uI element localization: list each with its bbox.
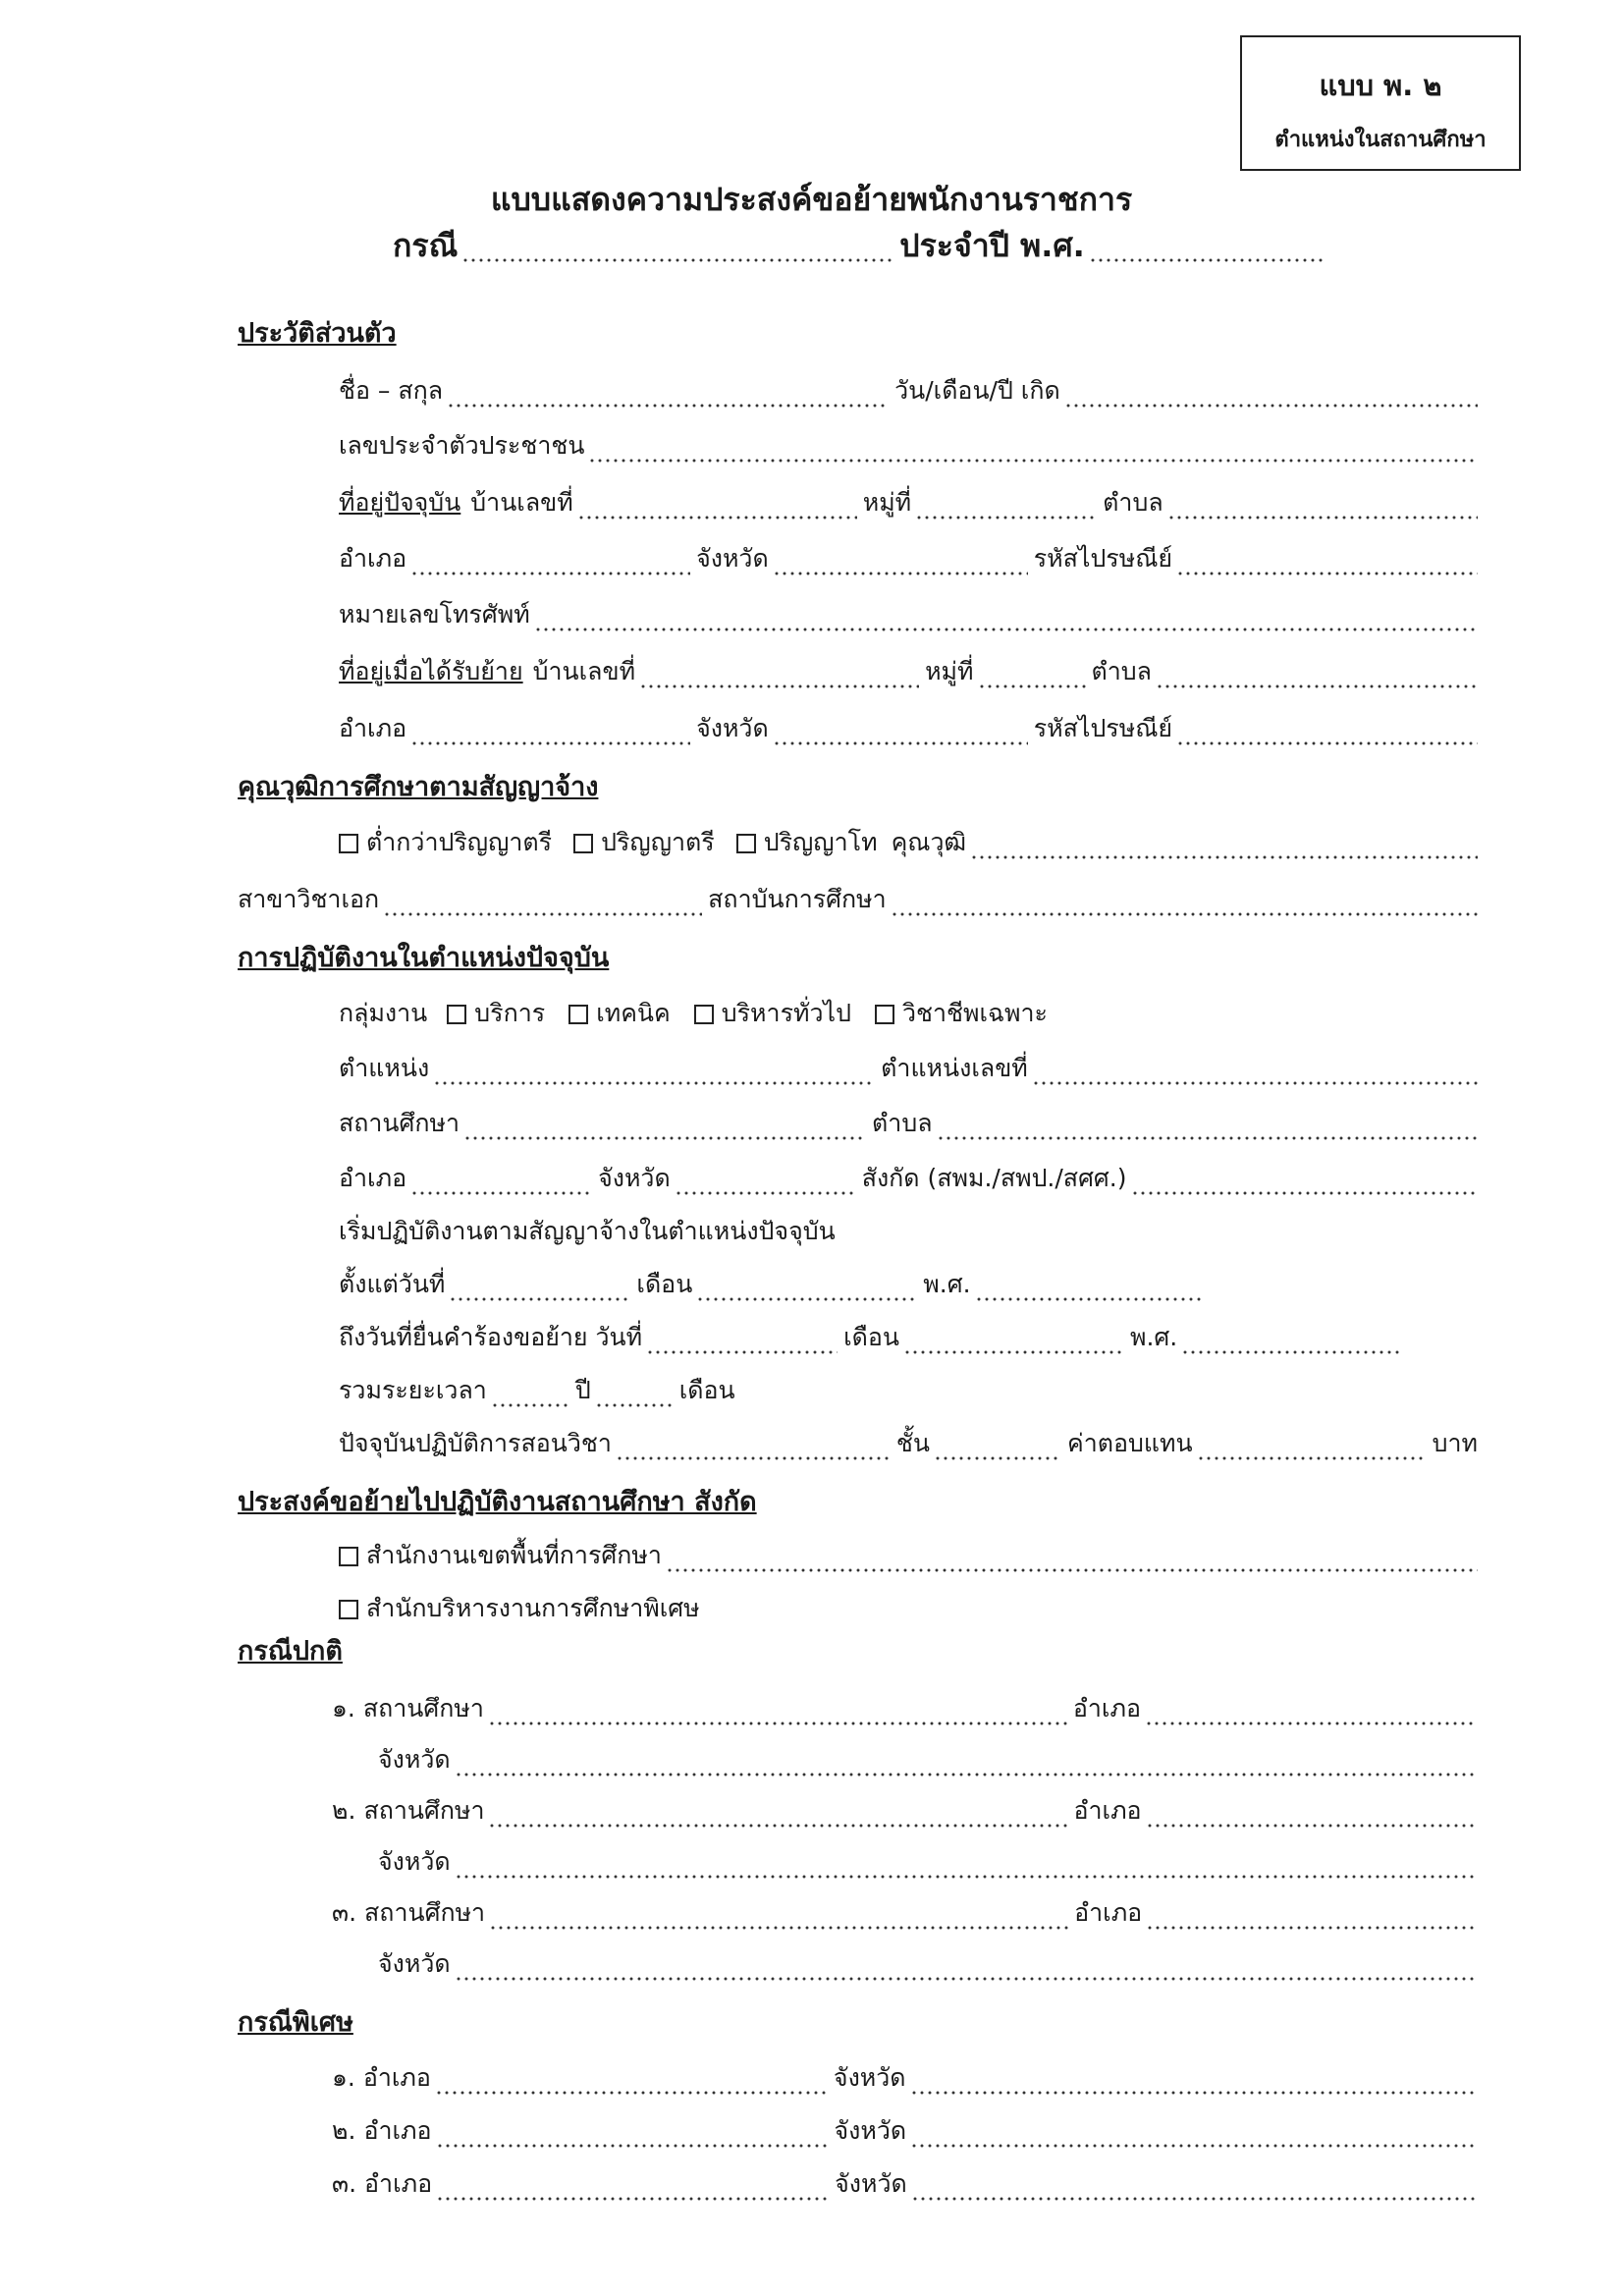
tambon-label: ตำบล: [1103, 488, 1163, 517]
province-field-2[interactable]: [773, 713, 1028, 746]
province-label: จังหวัด: [696, 544, 769, 573]
normal-item-3: [332, 1891, 1476, 1931]
checkbox-special-education[interactable]: [339, 1600, 358, 1619]
house-no-field-2[interactable]: [639, 656, 919, 689]
tambon-field[interactable]: [1167, 487, 1478, 520]
normal-item-2-num: ๒.: [332, 1796, 356, 1825]
amphoe-row-1: [339, 537, 1478, 576]
normal-item-3-amphoe-field[interactable]: [1146, 1897, 1476, 1931]
since-be-field[interactable]: [975, 1269, 1203, 1302]
phone-field[interactable]: [534, 599, 1478, 632]
request-day-field[interactable]: [646, 1322, 838, 1355]
affiliation-label: สังกัด (สพม./สพป./สศศ.): [861, 1164, 1127, 1192]
salary-field[interactable]: [1197, 1428, 1427, 1461]
moo-field[interactable]: [915, 487, 1097, 520]
normal-item-1: [332, 1687, 1476, 1726]
special-item-2-amphoe-label: อำเภอ: [363, 2116, 432, 2145]
amphoe-label: อำเภอ: [339, 544, 407, 573]
normal-item-2-amphoe-field[interactable]: [1146, 1795, 1476, 1829]
total-month-field[interactable]: [595, 1375, 674, 1408]
name-row: [339, 369, 1478, 409]
section-current-work: [238, 937, 609, 976]
work-province-label: จังหวัด: [598, 1164, 671, 1192]
request-date-label: ถึงวันที่ยื่นคำร้องขอย้าย วันที่: [339, 1323, 643, 1351]
normal-item-1-amphoe-label: อำเภอ: [1072, 1694, 1141, 1722]
new-address-row: [339, 650, 1478, 689]
group-technical: เทคนิค: [596, 999, 671, 1027]
normal-item-1-school-label: สถานศึกษา: [362, 1694, 484, 1722]
province-field[interactable]: [773, 543, 1028, 576]
level-label: ชั้น: [895, 1429, 930, 1457]
section-current-work-heading: การปฏิบัติงานในตำแหน่งปัจจุบัน: [238, 943, 610, 973]
postcode-label-2: รหัสไปรษณีย์: [1033, 714, 1173, 742]
position-row: [339, 1047, 1478, 1086]
current-address-label: ที่อยู่ปัจจุบัน: [339, 488, 461, 517]
postcode-field[interactable]: [1176, 543, 1478, 576]
special-education-label: สำนักบริหารงานการศึกษาพิเศษ: [366, 1594, 700, 1622]
normal-item-3-school-label: สถานศึกษา: [364, 1898, 486, 1927]
baht-label: บาท: [1432, 1429, 1478, 1457]
checkbox-bachelor[interactable]: [573, 834, 593, 853]
form-code-box: [1240, 35, 1521, 171]
normal-item-3-province-field[interactable]: [455, 1948, 1476, 1982]
institution-field[interactable]: [891, 884, 1478, 917]
school-tambon-label: ตำบล: [872, 1109, 933, 1137]
special-item-3-amphoe-field[interactable]: [436, 2168, 829, 2202]
qualification-field[interactable]: [970, 827, 1478, 860]
request-month-label: เดือน: [843, 1323, 899, 1351]
checkbox-master[interactable]: [736, 834, 756, 853]
province-label-2: จังหวัด: [696, 714, 769, 742]
major-row: [238, 878, 1478, 917]
name-label: ชื่อ – สกุล: [339, 376, 444, 405]
position-field[interactable]: [433, 1053, 875, 1086]
normal-item-1-num: ๑.: [332, 1694, 355, 1722]
position-no-field[interactable]: [1032, 1053, 1478, 1086]
area-office-label: สำนักงานเขตพื้นที่การศึกษา: [366, 1541, 662, 1569]
group-admin: บริหารทั่วไป: [721, 999, 851, 1027]
section-normal-case-heading: กรณีปกติ: [238, 1636, 343, 1667]
qualification-label: คุณวุฒิ: [891, 828, 967, 856]
normal-item-2-province-label: จังหวัด: [378, 1847, 451, 1876]
house-no-label: บ้านเลขที่: [470, 488, 573, 517]
since-month-label: เดือน: [636, 1270, 693, 1298]
since-month-field[interactable]: [696, 1269, 917, 1302]
checkbox-technical[interactable]: [568, 1005, 588, 1024]
normal-item-2-school-field[interactable]: [488, 1795, 1067, 1829]
total-time-label: รวมระยะเวลา: [339, 1376, 487, 1404]
section-education-heading: คุณวุฒิการศึกษาตามสัญญาจ้าง: [238, 772, 599, 802]
case-label: กรณี: [393, 227, 459, 264]
degree-row: [339, 821, 1478, 860]
house-no-label-2: บ้านเลขที่: [532, 657, 636, 685]
house-no-field[interactable]: [577, 487, 857, 520]
total-year-label: ปี: [574, 1376, 591, 1404]
normal-item-3-school-field[interactable]: [489, 1897, 1068, 1931]
year-field[interactable]: [1089, 230, 1325, 263]
institution-label: สถาบันการศึกษา: [708, 885, 887, 913]
special-item-2-province-field[interactable]: [910, 2115, 1476, 2149]
tambon-label-2: ตำบล: [1091, 657, 1152, 685]
section-personal: [238, 312, 397, 352]
position-label: ตำแหน่ง: [339, 1054, 430, 1082]
special-item-1-province-label: จังหวัด: [833, 2063, 906, 2092]
since-day-field[interactable]: [449, 1269, 630, 1302]
salary-label: ค่าตอบแทน: [1066, 1429, 1193, 1457]
normal-item-1-school-field[interactable]: [488, 1693, 1067, 1726]
total-month-label: เดือน: [678, 1376, 735, 1404]
section-special-case: [238, 2001, 353, 2041]
normal-item-2-school-label: สถานศึกษา: [363, 1796, 485, 1825]
since-row: [339, 1263, 1203, 1302]
section-education: [238, 766, 598, 805]
tambon-field-2[interactable]: [1156, 656, 1478, 689]
special-item-2: [332, 2109, 1476, 2149]
area-office-field[interactable]: [666, 1540, 1478, 1573]
normal-item-2-province-field[interactable]: [455, 1846, 1476, 1880]
request-be-field[interactable]: [1181, 1322, 1399, 1355]
special-item-3-province-label: จังหวัด: [835, 2169, 907, 2198]
affiliation-field[interactable]: [1131, 1163, 1478, 1196]
form-code: แบบ พ. ๒: [1319, 69, 1442, 102]
form-code-subtitle: ตำแหน่งในสถานศึกษา: [1274, 128, 1487, 152]
special-item-1: [332, 2056, 1476, 2096]
special-item-3-province-field[interactable]: [911, 2168, 1476, 2202]
option-master: ปริญญาโท: [763, 828, 878, 856]
special-item-1-num: ๑.: [332, 2063, 355, 2092]
special-item-3-amphoe-label: อำเภอ: [364, 2169, 433, 2198]
section-desire-heading: ประสงค์ขอย้ายไปปฏิบัติงานสถานศึกษา สังกัด: [238, 1487, 757, 1517]
checkbox-professional[interactable]: [875, 1005, 894, 1024]
normal-item-1-amphoe-field[interactable]: [1145, 1693, 1476, 1726]
new-address-label: ที่อยู่เมื่อได้รับย้าย: [339, 657, 523, 685]
normal-item-2-amphoe-label: อำเภอ: [1073, 1796, 1142, 1825]
special-item-3-num: ๓.: [332, 2169, 357, 2198]
normal-item-3-num: ๓.: [332, 1898, 357, 1927]
special-item-3: [332, 2162, 1476, 2202]
name-field[interactable]: [447, 375, 889, 409]
teaching-label: ปัจจุบันปฏิบัติการสอนวิชา: [339, 1429, 612, 1457]
start-text: เริ่มปฏิบัติงานตามสัญญาจ้างในตำแหน่งปัจจุบัน: [339, 1217, 836, 1245]
phone-label: หมายเลขโทรศัพท์: [339, 600, 530, 629]
since-day-label: ตั้งแต่วันที่: [339, 1270, 446, 1298]
special-item-1-amphoe-field[interactable]: [435, 2062, 828, 2096]
moo-label-2: หมู่ที่: [925, 657, 974, 685]
year-label: ประจำปี พ.ศ.: [899, 227, 1085, 264]
level-field[interactable]: [934, 1428, 1061, 1461]
normal-item-1-province-field[interactable]: [455, 1744, 1476, 1777]
major-label: สาขาวิชาเอก: [238, 885, 380, 913]
amphoe-label-2: อำเภอ: [339, 714, 407, 742]
work-amphoe-field[interactable]: [410, 1163, 592, 1196]
group-label: กลุ่มงาน: [339, 999, 428, 1027]
total-time-row: [339, 1369, 830, 1408]
normal-item-3-amphoe-label: อำเภอ: [1074, 1898, 1143, 1927]
group-service: บริการ: [474, 999, 546, 1027]
special-item-2-num: ๒.: [332, 2116, 356, 2145]
option-bachelor: ปริญญาตรี: [601, 828, 715, 856]
desire-option-1-row: [339, 1534, 1478, 1573]
desire-option-2-row: [339, 1587, 1478, 1626]
id-row: [339, 424, 1478, 464]
checkbox-below-bachelor[interactable]: [339, 834, 358, 853]
birth-field[interactable]: [1064, 375, 1478, 409]
case-field[interactable]: [461, 230, 893, 263]
work-province-field[interactable]: [675, 1163, 856, 1196]
school-tambon-field[interactable]: [937, 1108, 1478, 1141]
checkbox-service[interactable]: [447, 1005, 466, 1024]
work-amphoe-label: อำเภอ: [339, 1164, 407, 1192]
amphoe-field-2[interactable]: [410, 713, 690, 746]
current-address-row: [339, 481, 1478, 520]
since-be-label: พ.ศ.: [923, 1270, 971, 1298]
normal-item-2-province-row: [378, 1840, 1476, 1880]
amphoe-field[interactable]: [410, 543, 690, 576]
section-normal-case: [238, 1630, 343, 1669]
normal-item-3-province-row: [378, 1942, 1476, 1982]
position-no-label: ตำแหน่งเลขที่: [881, 1054, 1028, 1082]
section-desire: [238, 1481, 757, 1520]
case-year-line: [393, 224, 1325, 263]
school-row: [339, 1102, 1478, 1141]
school-field[interactable]: [463, 1108, 866, 1141]
normal-item-3-province-label: จังหวัด: [378, 1949, 451, 1978]
special-item-1-amphoe-label: อำเภอ: [362, 2063, 431, 2092]
moo-label: หมู่ที่: [862, 488, 912, 517]
major-field[interactable]: [383, 884, 702, 917]
special-item-1-province-field[interactable]: [910, 2062, 1476, 2096]
page-title: แบบแสดงความประสงค์ขอย้ายพนักงานราชการ: [490, 181, 1133, 218]
request-month-field[interactable]: [903, 1322, 1124, 1355]
checkbox-admin[interactable]: [694, 1005, 714, 1024]
normal-item-2: [332, 1789, 1476, 1829]
normal-item-1-province-label: จังหวัด: [378, 1745, 451, 1774]
checkbox-area-office[interactable]: [339, 1547, 358, 1566]
amphoe-row-2: [339, 707, 1478, 746]
request-be-label: พ.ศ.: [1130, 1323, 1178, 1351]
school-label: สถานศึกษา: [339, 1109, 460, 1137]
id-label: เลขประจำตัวประชาชน: [339, 431, 585, 460]
start-text-row: [339, 1210, 1478, 1249]
affiliation-row: [339, 1157, 1478, 1196]
postcode-field-2[interactable]: [1176, 713, 1478, 746]
teaching-row: [339, 1422, 1478, 1461]
section-personal-heading: ประวัติส่วนตัว: [238, 318, 397, 349]
total-year-field[interactable]: [491, 1375, 569, 1408]
moo-field-2[interactable]: [978, 656, 1086, 689]
phone-row: [339, 593, 1478, 632]
postcode-label: รหัสไปรษณีย์: [1033, 544, 1173, 573]
group-professional: วิชาชีพเฉพาะ: [901, 999, 1048, 1027]
special-item-2-province-label: จังหวัด: [834, 2116, 907, 2145]
id-field[interactable]: [588, 430, 1478, 464]
request-date-row: [339, 1316, 1399, 1355]
special-item-2-amphoe-field[interactable]: [436, 2115, 829, 2149]
section-special-case-heading: กรณีพิเศษ: [238, 2007, 353, 2038]
teaching-field[interactable]: [616, 1428, 891, 1461]
normal-item-1-province-row: [378, 1738, 1476, 1777]
group-row: [339, 992, 1478, 1031]
option-below-bachelor: ต่ำกว่าปริญญาตรี: [366, 828, 553, 856]
birth-label: วัน/เดือน/ปี เกิด: [894, 376, 1060, 405]
